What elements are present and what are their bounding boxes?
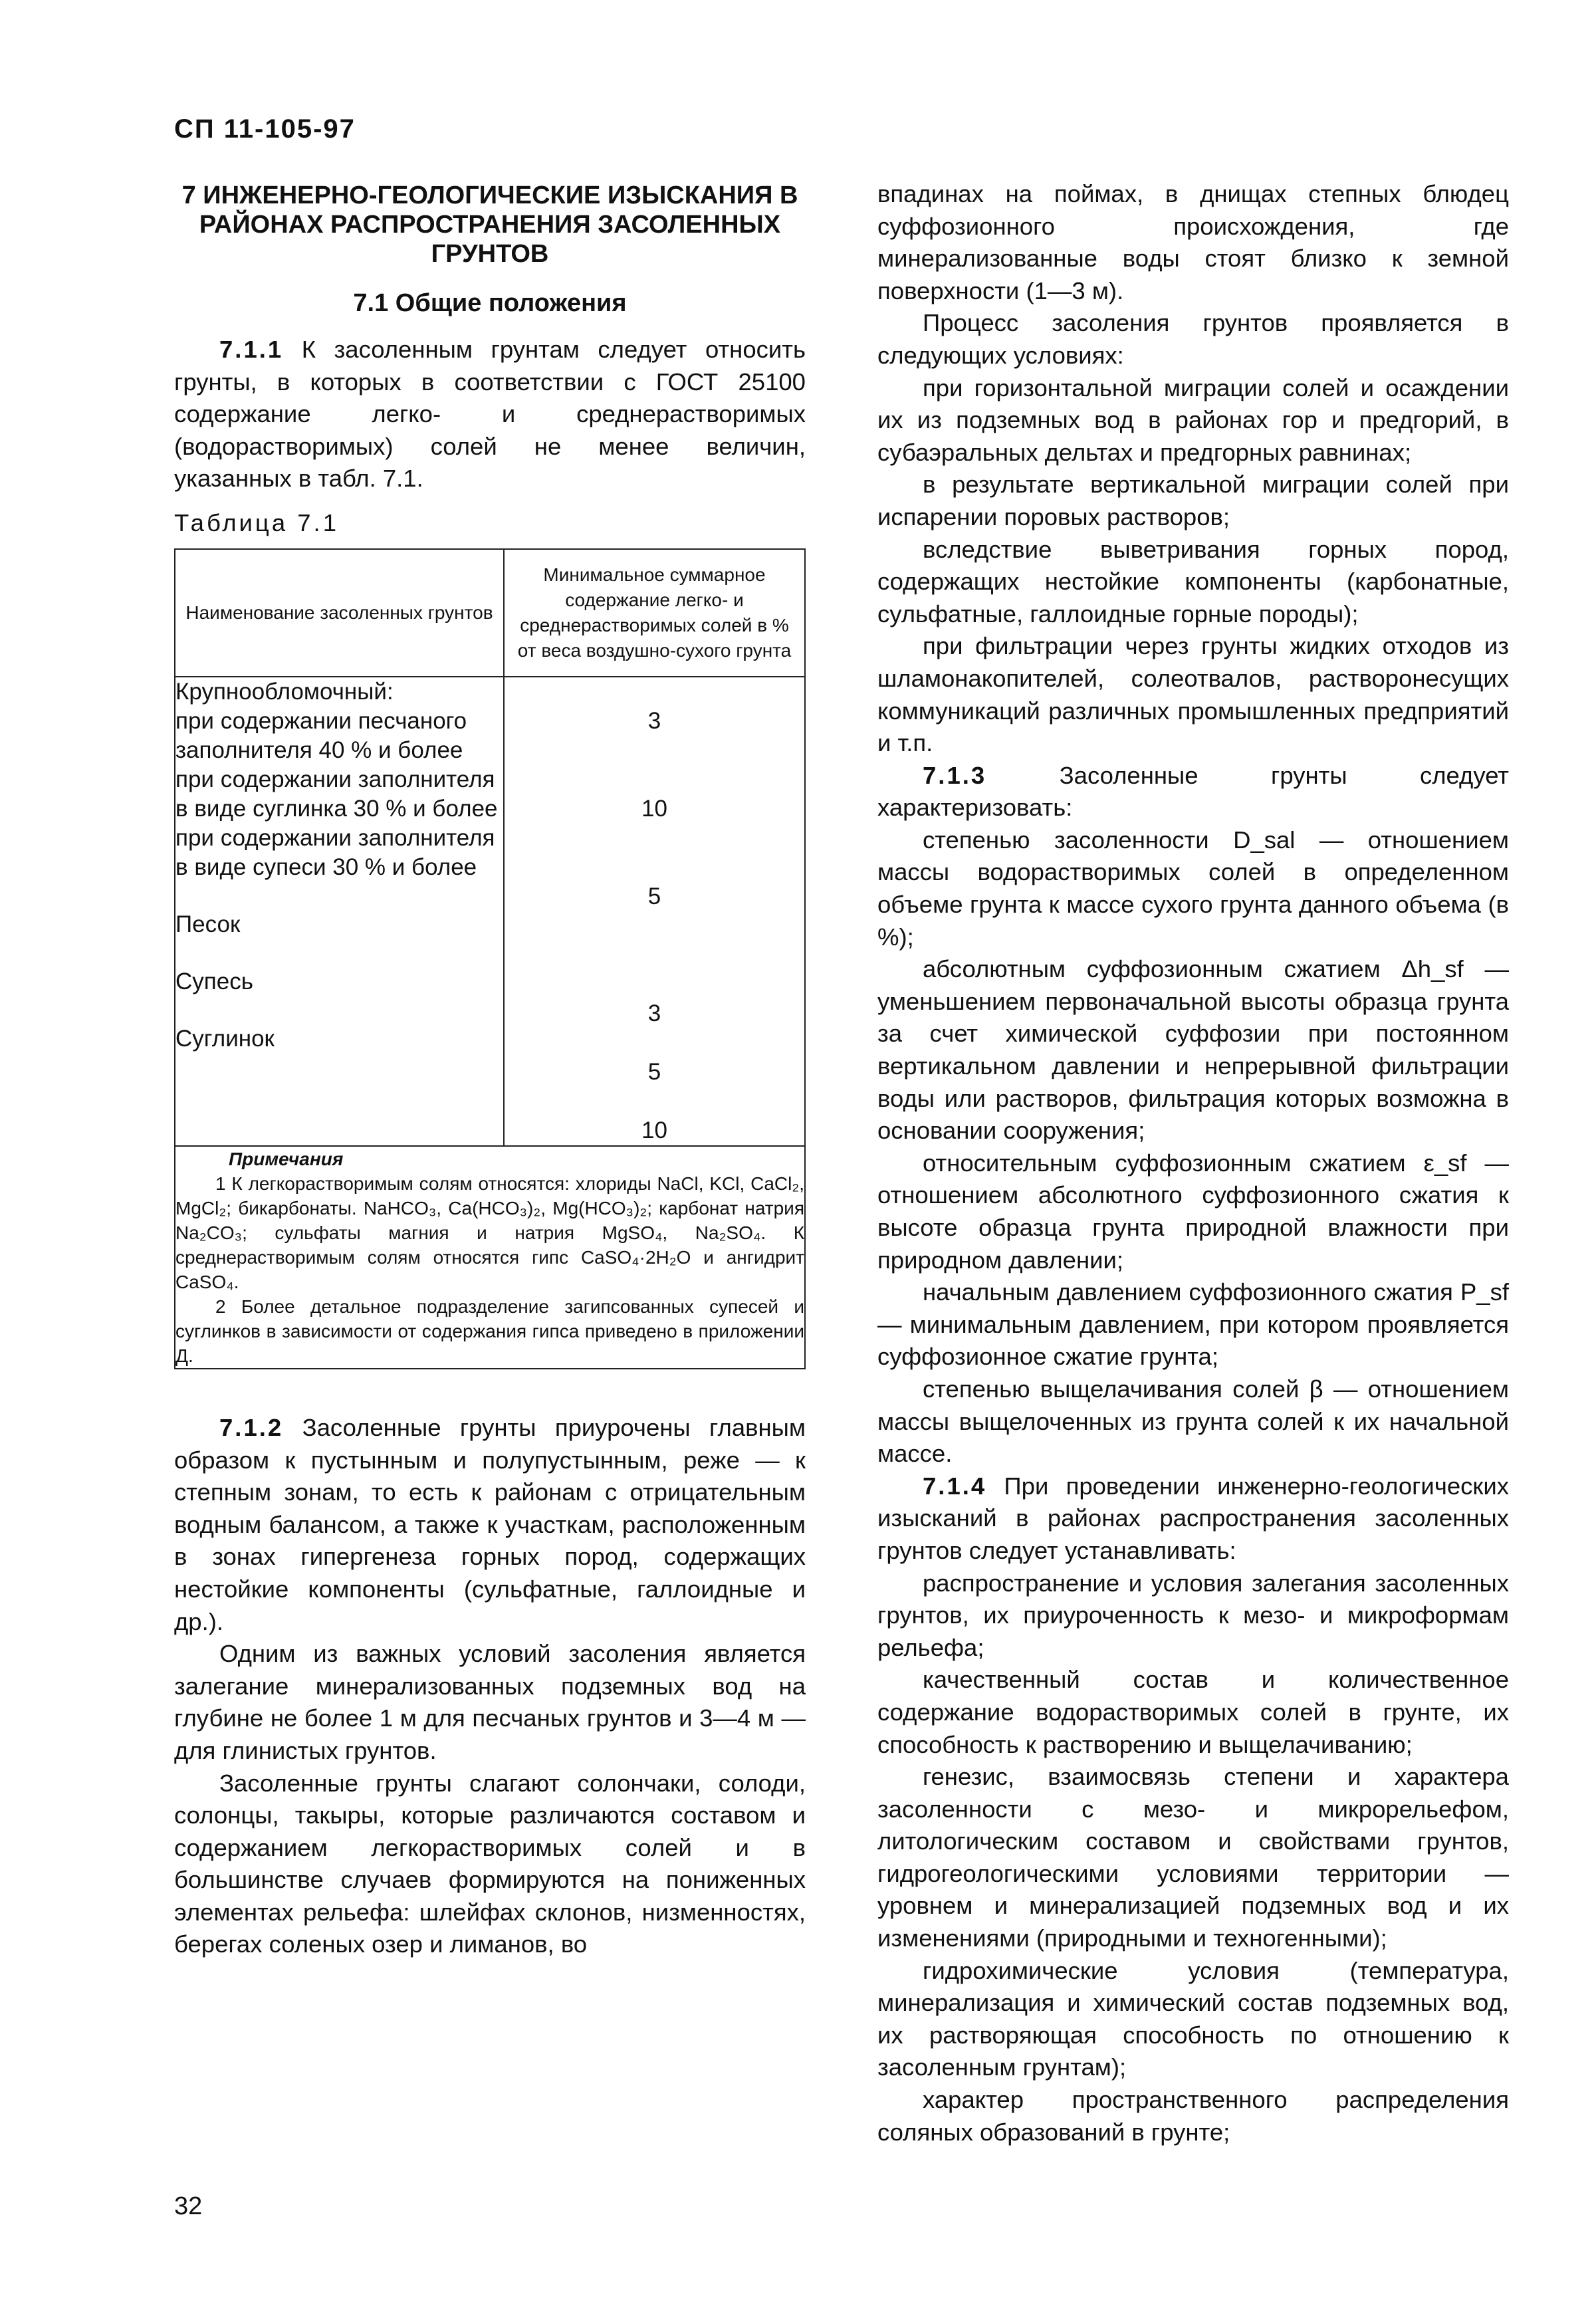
page-number: 32 xyxy=(174,2192,203,2220)
subsection-title: 7.1 Общие положения xyxy=(353,289,627,317)
paragraph: качественный состав и количественное содержание водорастворимых солей в грунте, их способность к растворению и выщелачиванию; xyxy=(877,1666,1509,1758)
paragraph: в результате вертикальной миграции солей при испарении поровых растворов; xyxy=(877,471,1509,530)
table-caption: Таблица 7.1 xyxy=(174,509,339,536)
paragraph: Процесс засоления грунтов проявляется в следующих условиях: xyxy=(877,309,1509,369)
clause-text: Засоленные грунты приурочены главным образом к пустынным и полупустынным, реже — к степным зонам, то есть к районам с отрицательным водным балансом, а также к участкам, расположенным в зонах гипергенеза горных пород, содержащих нестойкие компоненты (сульфатные, галлоидные и др.). xyxy=(174,1413,806,1635)
table-row-value: 5 xyxy=(647,883,661,909)
section-title: 7 ИНЖЕНЕРНО-ГЕОЛОГИЧЕСКИЕ ИЗЫСКАНИЯ В РАЙОНАХ РАСПРОСТРАНЕНИЯ ЗАСОЛЕННЫХ ГРУНТОВ xyxy=(181,181,798,268)
header-value-cell: Минимальное суммарное содержание легко- и среднерастворимых солей в % от веса воздушно-сухого грунта xyxy=(504,549,805,677)
table-header-row xyxy=(175,549,805,677)
clause-number: 7.1.2 xyxy=(219,1413,284,1441)
names-cell xyxy=(175,677,504,1146)
paragraph: распространение и условия залегания засоленных грунтов, их приуроченность к мезо- и микроформам рельефа; xyxy=(877,1569,1509,1661)
paragraph: при горизонтальной миграции солей и осаждении их из подземных вод в районах гор и предгорий, в субаэральных дельтах и предгорных равнинах; xyxy=(877,374,1509,466)
note-2: 2 Более детальное подразделение загипсованных супесей и суглинков в зависимости от содержания гипса приведено в приложении Д. xyxy=(175,1296,804,1366)
clause-text: Засоленные грунты следует характеризовать: xyxy=(877,761,1509,822)
clause-number: 7.1.3 xyxy=(923,761,987,789)
note-1: 1 К легкорастворимым солям относятся: хлориды NaCl, KCl, CaCl₂, MgCl₂; бикарбонаты. NaHCO₃, Ca(HCO₃)₂, Mg(HCO₃)₂; карбонат натрия Na₂CO₃; сульфаты магния и натрия MgSO₄, Na₂SO₄. К среднерастворимым солям относятся гипс CaSO₄·2H₂O и ангидрит CaSO₄. xyxy=(175,1173,804,1292)
table-row-value: 5 xyxy=(647,1058,661,1085)
paragraph: начальным давлением суффозионного сжатия P_sf — минимальным давлением, при котором проявляется суффозионное сжатие грунта; xyxy=(877,1278,1509,1371)
coarse-title: Крупнообломочный: xyxy=(175,678,394,705)
clause-number: 7.1.4 xyxy=(923,1472,987,1500)
paragraph: генезис, взаимосвязь степени и характера засоленности с мезо- и микрорельефом, литологическим составом и свойствами грунтов, гидрогеологическими условиями территории — уровнем и минерализацией подземных вод и их изменениями (природными и техногенными); xyxy=(877,1763,1509,1952)
paragraph: относительным суффозионным сжатием ε_sf — отношением абсолютного суффозионного сжатия к высоте образца грунта природной влажности при природном давлении; xyxy=(877,1149,1509,1274)
paragraph: степенью выщелачивания солей β — отношением массы выщелоченных из грунта солей к их начальной массе. xyxy=(877,1375,1509,1468)
paragraph: впадинах на поймах, в днищах степных блюдец суффозионного происхождения, где минерализованные воды стоят близко к земной поверхности (1—3 м). xyxy=(877,180,1509,304)
paragraph: гидрохимические условия (температура, минерализация и химический состав подземных вод, их растворяющая способность по отношению к засоленным грунтам); xyxy=(877,1956,1509,2081)
left-lower-text xyxy=(174,1412,806,1961)
clause-number: 7.1.1 xyxy=(219,336,284,363)
values-cell xyxy=(504,677,805,1146)
paragraph: Засоленные грунты слагают солончаки, солоди, солонцы, такыры, которые различаются составом и содержанием легкорастворимых солей и в большинстве случаев формируются на пониженных элементах рельефа: шлейфах склонов, низменностях, берегах соленых озер и лиманов, во xyxy=(174,1769,806,1958)
table-row-value: 3 xyxy=(647,707,661,734)
notes-cell xyxy=(175,1146,805,1369)
table-row-value: 10 xyxy=(641,795,667,822)
clause-7-1-2 xyxy=(174,1412,806,1638)
header-name-cell: Наименование засоленных грунтов xyxy=(175,549,504,677)
table-row-name: Суглинок xyxy=(175,1025,275,1052)
clause-7-1-4 xyxy=(877,1470,1509,1567)
table-row-name: при содержании заполнителя в виде супеси 30 % и более xyxy=(175,824,495,880)
table-row-name: Супесь xyxy=(175,968,253,994)
paragraph: вследствие выветривания горных пород, содержащих нестойкие компоненты (карбонатные, сульфатные, галлоидные горные породы); xyxy=(877,535,1509,628)
clause-7-1-3 xyxy=(877,760,1509,824)
left-column xyxy=(174,178,806,1961)
notes-title: Примечания xyxy=(229,1148,344,1169)
right-column xyxy=(877,178,1509,2148)
paragraph: характер пространственного распределения соляных образований в грунте; xyxy=(877,2086,1509,2146)
table-row-name: Песок xyxy=(175,911,241,937)
salinity-table xyxy=(174,548,806,1369)
doc-code: СП 11-105-97 xyxy=(174,114,356,144)
paragraph: Одним из важных условий засоления является залегание минерализованных подземных вод на глубине не более 1 м для песчаных грунтов и 3—4 м — для глинистых грунтов. xyxy=(174,1640,806,1764)
table-row-value: 10 xyxy=(641,1117,667,1143)
paragraph: степенью засоленности D_sal — отношением массы водорастворимых солей в определенном объеме грунта к массе сухого грунта данного объема (в %); xyxy=(877,826,1509,951)
table-notes-row xyxy=(175,1146,805,1369)
table-body-row xyxy=(175,677,805,1146)
clause-text: При проведении инженерно-геологических изысканий в районах распространения засоленных грунтов следует устанавливать: xyxy=(877,1472,1509,1564)
table-row-name: при содержании песчаного заполнителя 40 % и более xyxy=(175,707,467,763)
table-row-value: 3 xyxy=(647,1000,661,1026)
clause-7-1-1 xyxy=(174,334,806,495)
paragraph: абсолютным суффозионным сжатием Δh_sf — уменьшением первоначальной высоты образца грунта за счет химической суффозии при постоянном вертикальном давлении и непрерывной фильтрации воды или растворов, фильтрация которых возможна в основании сооружения; xyxy=(877,955,1509,1145)
clause-text: К засоленным грунтам следует относить грунты, в которых в соответствии с ГОСТ 25100 содержание легко- и среднерастворимых (водорастворимых) солей не менее величин, указанных в табл. 7.1. xyxy=(174,336,806,493)
table-row-name: при содержании заполнителя в виде суглинка 30 % и более xyxy=(175,766,498,822)
paragraph: при фильтрации через грунты жидких отходов из шламонакопителей, солеотвалов, растворонесущих коммуникаций различных промышленных предприятий и т.п. xyxy=(877,632,1509,757)
